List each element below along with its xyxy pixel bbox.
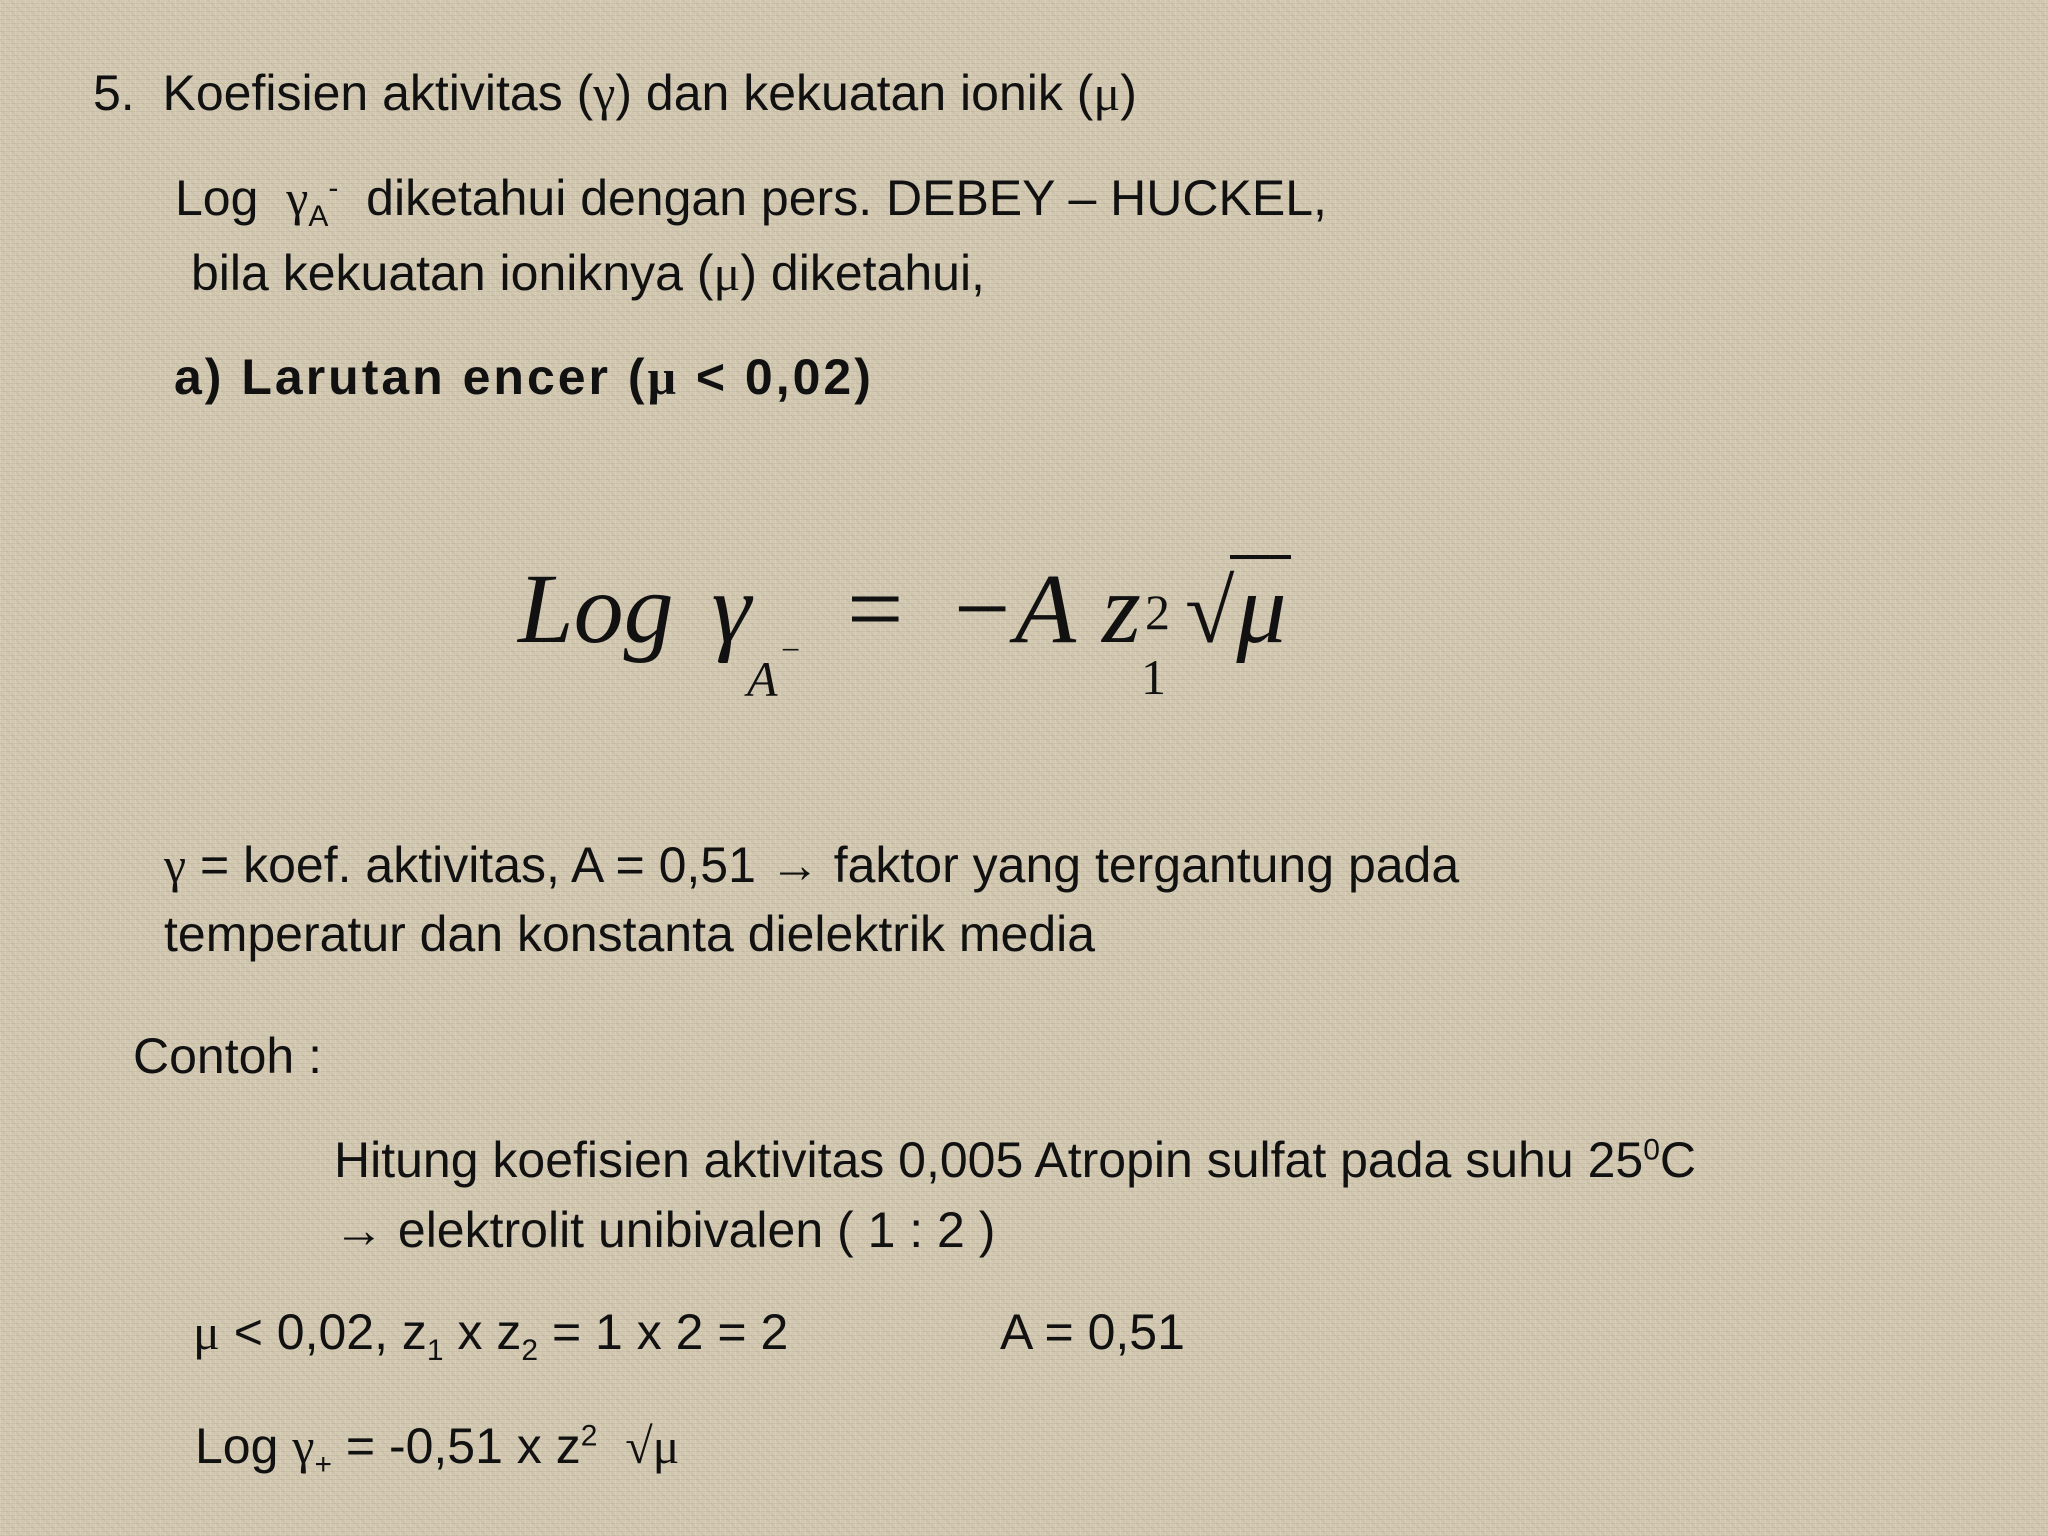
mu-symbol: μ bbox=[647, 349, 679, 405]
gamma-superscript: - bbox=[328, 171, 339, 205]
heading-text-middle: ) dan kekuatan ionik ( bbox=[615, 65, 1094, 121]
given-part2: x z bbox=[443, 1304, 522, 1360]
definition-text-line2: temperatur dan konstanta dielektrik media bbox=[164, 906, 1096, 962]
gamma-symbol: γ bbox=[292, 1418, 315, 1474]
gamma-plus-subscript: + bbox=[314, 1448, 332, 1481]
subheading-dilute-solution bbox=[174, 349, 874, 405]
arrow-right-icon: → bbox=[334, 1202, 384, 1258]
equation-subscript-minus: − bbox=[781, 632, 801, 669]
line2-after: ) diketahui, bbox=[740, 245, 985, 301]
problem-line2-text: elektrolit unibivalen ( 1 : 2 ) bbox=[384, 1202, 996, 1258]
slide-heading bbox=[93, 65, 1137, 121]
sqrt-icon: √ bbox=[625, 1418, 653, 1474]
definition-line-2 bbox=[164, 906, 1096, 962]
gamma-symbol: γ bbox=[286, 170, 309, 226]
mu-symbol: μ bbox=[1093, 65, 1121, 121]
definition-line-1 bbox=[164, 837, 1460, 893]
equation-z-superscript: 2 bbox=[1144, 584, 1170, 640]
log-label: Log bbox=[175, 170, 259, 226]
mu-symbol: μ bbox=[652, 1418, 680, 1474]
arrow-right-icon: → bbox=[769, 837, 820, 893]
heading-text-before: Koefisien aktivitas ( bbox=[162, 65, 594, 121]
equation-z: z bbox=[1102, 553, 1141, 664]
definition-text-a: = koef. aktivitas, A = 0,51 bbox=[186, 837, 770, 893]
problem-line-1 bbox=[334, 1132, 1696, 1188]
mu-symbol: μ bbox=[193, 1304, 220, 1360]
gamma-subscript: A bbox=[308, 200, 329, 233]
equation-log: Log bbox=[518, 553, 674, 664]
equation-z-subscript: 1 bbox=[1140, 649, 1166, 705]
problem-line-2 bbox=[334, 1202, 996, 1258]
example-label: Contoh : bbox=[133, 1028, 323, 1084]
equation-equals: = bbox=[847, 553, 904, 664]
equation-minus-a: −A bbox=[947, 553, 1077, 664]
given-part3: = 1 x 2 = 2 bbox=[538, 1304, 789, 1360]
subheading-before: a) Larutan encer ( bbox=[174, 349, 648, 405]
debye-huckel-intro bbox=[175, 170, 1327, 233]
equation-gamma-subscript: A bbox=[747, 651, 778, 707]
given-part1: < 0,02, z bbox=[219, 1304, 427, 1360]
ionic-strength-line bbox=[191, 245, 985, 301]
definition-text-b: faktor yang tergantung pada bbox=[819, 837, 1460, 893]
given-a-value: A = 0,51 bbox=[1000, 1304, 1185, 1360]
calc-middle: = -0,51 x z bbox=[331, 1418, 581, 1474]
intro-text: diketahui dengan pers. DEBEY – HUCKEL, bbox=[366, 170, 1327, 226]
line2-before: bila kekuatan ioniknya ( bbox=[191, 245, 714, 301]
problem-unit: C bbox=[1659, 1132, 1696, 1188]
equation-gamma: γ bbox=[711, 553, 752, 664]
given-values bbox=[193, 1304, 789, 1367]
equation-mu: μ bbox=[1230, 555, 1290, 659]
debye-huckel-equation bbox=[518, 553, 1291, 707]
z-squared-superscript: 2 bbox=[580, 1419, 598, 1453]
heading-text-after: ) bbox=[1120, 65, 1137, 121]
degree-superscript: 0 bbox=[1643, 1133, 1660, 1167]
calculation-line bbox=[195, 1418, 680, 1481]
problem-text: Hitung koefisien aktivitas 0,005 Atropin sulfat pada suhu 25 bbox=[334, 1132, 1644, 1188]
gamma-symbol: γ bbox=[164, 837, 187, 893]
subheading-after: < 0,02) bbox=[678, 349, 874, 405]
mu-symbol: μ bbox=[713, 245, 741, 301]
gamma-symbol: γ bbox=[593, 65, 616, 121]
sqrt-icon: √ bbox=[1184, 563, 1235, 662]
calc-log: Log bbox=[195, 1418, 293, 1474]
z1-subscript: 1 bbox=[426, 1334, 444, 1367]
z2-subscript: 2 bbox=[521, 1334, 539, 1367]
heading-number: 5. bbox=[93, 65, 135, 121]
